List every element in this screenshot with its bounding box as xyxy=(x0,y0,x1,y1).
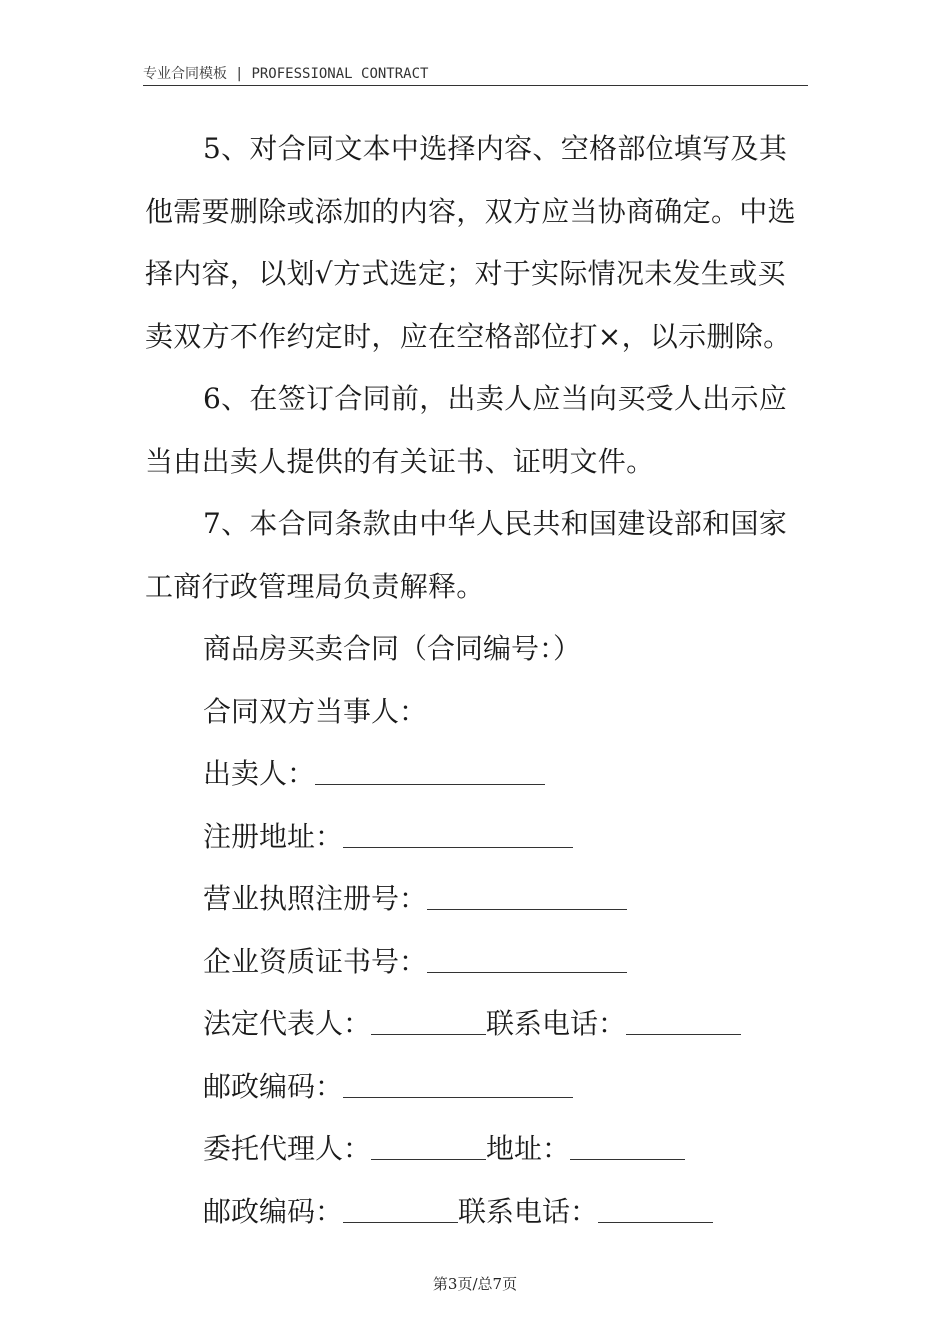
qualification-row xyxy=(145,931,809,994)
addr-label: 地址： xyxy=(486,1132,571,1165)
postcode2-label: 邮政编码： xyxy=(203,1194,344,1228)
phone-blank[interactable] xyxy=(626,1012,741,1035)
phone2-label: 联系电话： xyxy=(458,1194,599,1228)
page-footer: 第3页/总7页 xyxy=(432,1275,518,1293)
qualification-label: 企业资质证书号： xyxy=(203,944,428,978)
document-body xyxy=(145,118,809,1243)
legal-rep-blank[interactable] xyxy=(371,1012,486,1035)
header-subtitle: PROFESSIONAL CONTRACT xyxy=(251,66,429,82)
postcode-row xyxy=(145,1056,809,1119)
license-label: 营业执照注册号： xyxy=(203,882,428,915)
postcode-blank[interactable] xyxy=(343,1075,573,1098)
seller-label: 出卖人： xyxy=(203,757,316,790)
license-row xyxy=(145,868,809,931)
contract-title: 商品房买卖合同（合同编号：） xyxy=(203,632,582,665)
agent-blank[interactable] xyxy=(371,1137,486,1160)
qualification-blank[interactable] xyxy=(427,950,627,973)
legal-rep-row xyxy=(145,993,809,1056)
seller-row xyxy=(145,743,809,806)
postcode2-row xyxy=(145,1181,809,1244)
paragraph-6: 6、在签订合同前，出卖人应当向买受人出示应当由出卖人提供的有关证书、证明文件。 xyxy=(145,382,788,478)
phone2-blank[interactable] xyxy=(598,1200,713,1223)
postcode-label: 邮政编码： xyxy=(203,1069,344,1103)
address-label: 注册地址： xyxy=(203,819,344,853)
header-separator: | xyxy=(235,66,244,82)
agent-row xyxy=(145,1118,809,1181)
addr-blank[interactable] xyxy=(570,1137,685,1160)
page-header xyxy=(143,63,808,86)
agent-label: 委托代理人： xyxy=(203,1132,372,1165)
paragraph-7: 7、本合同条款由中华人民共和国建设部和国家工商行政管理局负责解释。 xyxy=(145,507,788,603)
license-blank[interactable] xyxy=(427,887,627,910)
address-blank[interactable] xyxy=(343,825,573,848)
seller-blank[interactable] xyxy=(315,762,545,785)
header-title: 专业合同模板 xyxy=(143,66,227,82)
legal-rep-label: 法定代表人： xyxy=(203,1007,372,1040)
phone-label: 联系电话： xyxy=(486,1007,627,1040)
postcode2-blank[interactable] xyxy=(343,1200,458,1223)
paragraph-5: 5、对合同文本中选择内容、空格部位填写及其他需要删除或添加的内容，双方应当协商确定。中选择内容，以划√方式选定；对于实际情况未发生或买卖双方不作约定时，应在空格部位打×，以示删除。 xyxy=(145,132,796,353)
parties-label: 合同双方当事人： xyxy=(203,694,428,728)
address-row xyxy=(145,806,809,869)
